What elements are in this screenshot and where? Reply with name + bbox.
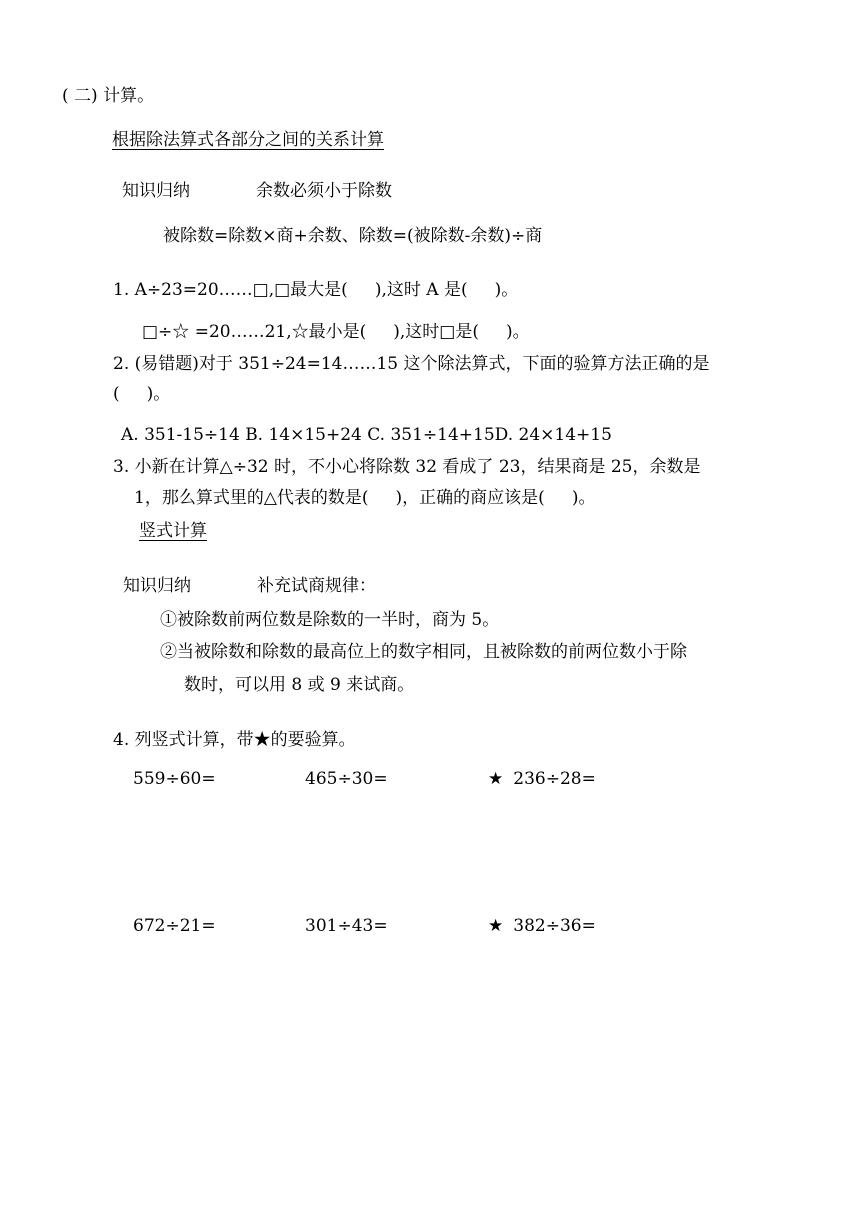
knowledge-label-2: 知识归纳 xyxy=(123,576,191,596)
rule-2-line-1: ②当被除数和除数的最高位上的数字相同，且被除数的前两位数小于除 xyxy=(160,642,687,662)
relation-heading: 根据除法算式各部分之间的关系计算 xyxy=(112,130,384,150)
question-1-line-1: 1. A÷23=20……□,□最大是( ),这时 A 是( )。 xyxy=(113,280,519,300)
question-2-line-1: 2. (易错题)对于 351÷24=14……15 这个除法算式，下面的验算方法正确的是 xyxy=(113,354,710,374)
star-icon: ★ xyxy=(488,916,504,936)
rule-1: ①被除数前两位数是除数的一半时，商为 5。 xyxy=(160,610,500,630)
star-icon: ★ xyxy=(488,769,504,789)
problem-672-div-21: 672÷21= xyxy=(133,916,216,936)
problem-559-div-60: 559÷60= xyxy=(133,769,216,789)
knowledge-label-1: 知识归纳 xyxy=(122,181,190,201)
question-3-line-1: 3. 小新在计算△÷32 时，不小心将除数 32 看成了 23，结果商是 25，余数是 xyxy=(113,457,701,477)
knowledge-rule: 余数必须小于除数 xyxy=(256,181,392,201)
trial-quotient-title: 补充试商规律： xyxy=(257,576,376,596)
problem-expression: 236÷28= xyxy=(513,769,596,789)
question-1-line-2: □÷☆ =20……21,☆最小是( ),这时□是( )。 xyxy=(142,322,530,342)
problem-465-div-30: 465÷30= xyxy=(305,769,388,789)
question-2-line-2: ( )。 xyxy=(113,384,171,404)
problem-expression: 382÷36= xyxy=(513,916,596,936)
problem-236-div-28 xyxy=(488,769,596,789)
formula: 被除数=除数×商+余数、除数=(被除数-余数)÷商 xyxy=(163,226,543,246)
vertical-calc-heading: 竖式计算 xyxy=(139,521,207,541)
section-title: ( 二) 计算。 xyxy=(62,86,155,106)
question-4-title: 4. 列竖式计算，带★的要验算。 xyxy=(113,730,356,750)
problem-382-div-36 xyxy=(488,916,596,936)
question-3-line-2: 1，那么算式里的△代表的数是( )，正确的商应该是( )。 xyxy=(134,488,596,508)
problem-301-div-43: 301÷43= xyxy=(305,916,388,936)
rule-2-line-2: 数时，可以用 8 或 9 来试商。 xyxy=(184,675,415,695)
question-2-options: A. 351-15÷14 B. 14×15+24 C. 351÷14+15D. 24×14+15 xyxy=(121,425,612,445)
